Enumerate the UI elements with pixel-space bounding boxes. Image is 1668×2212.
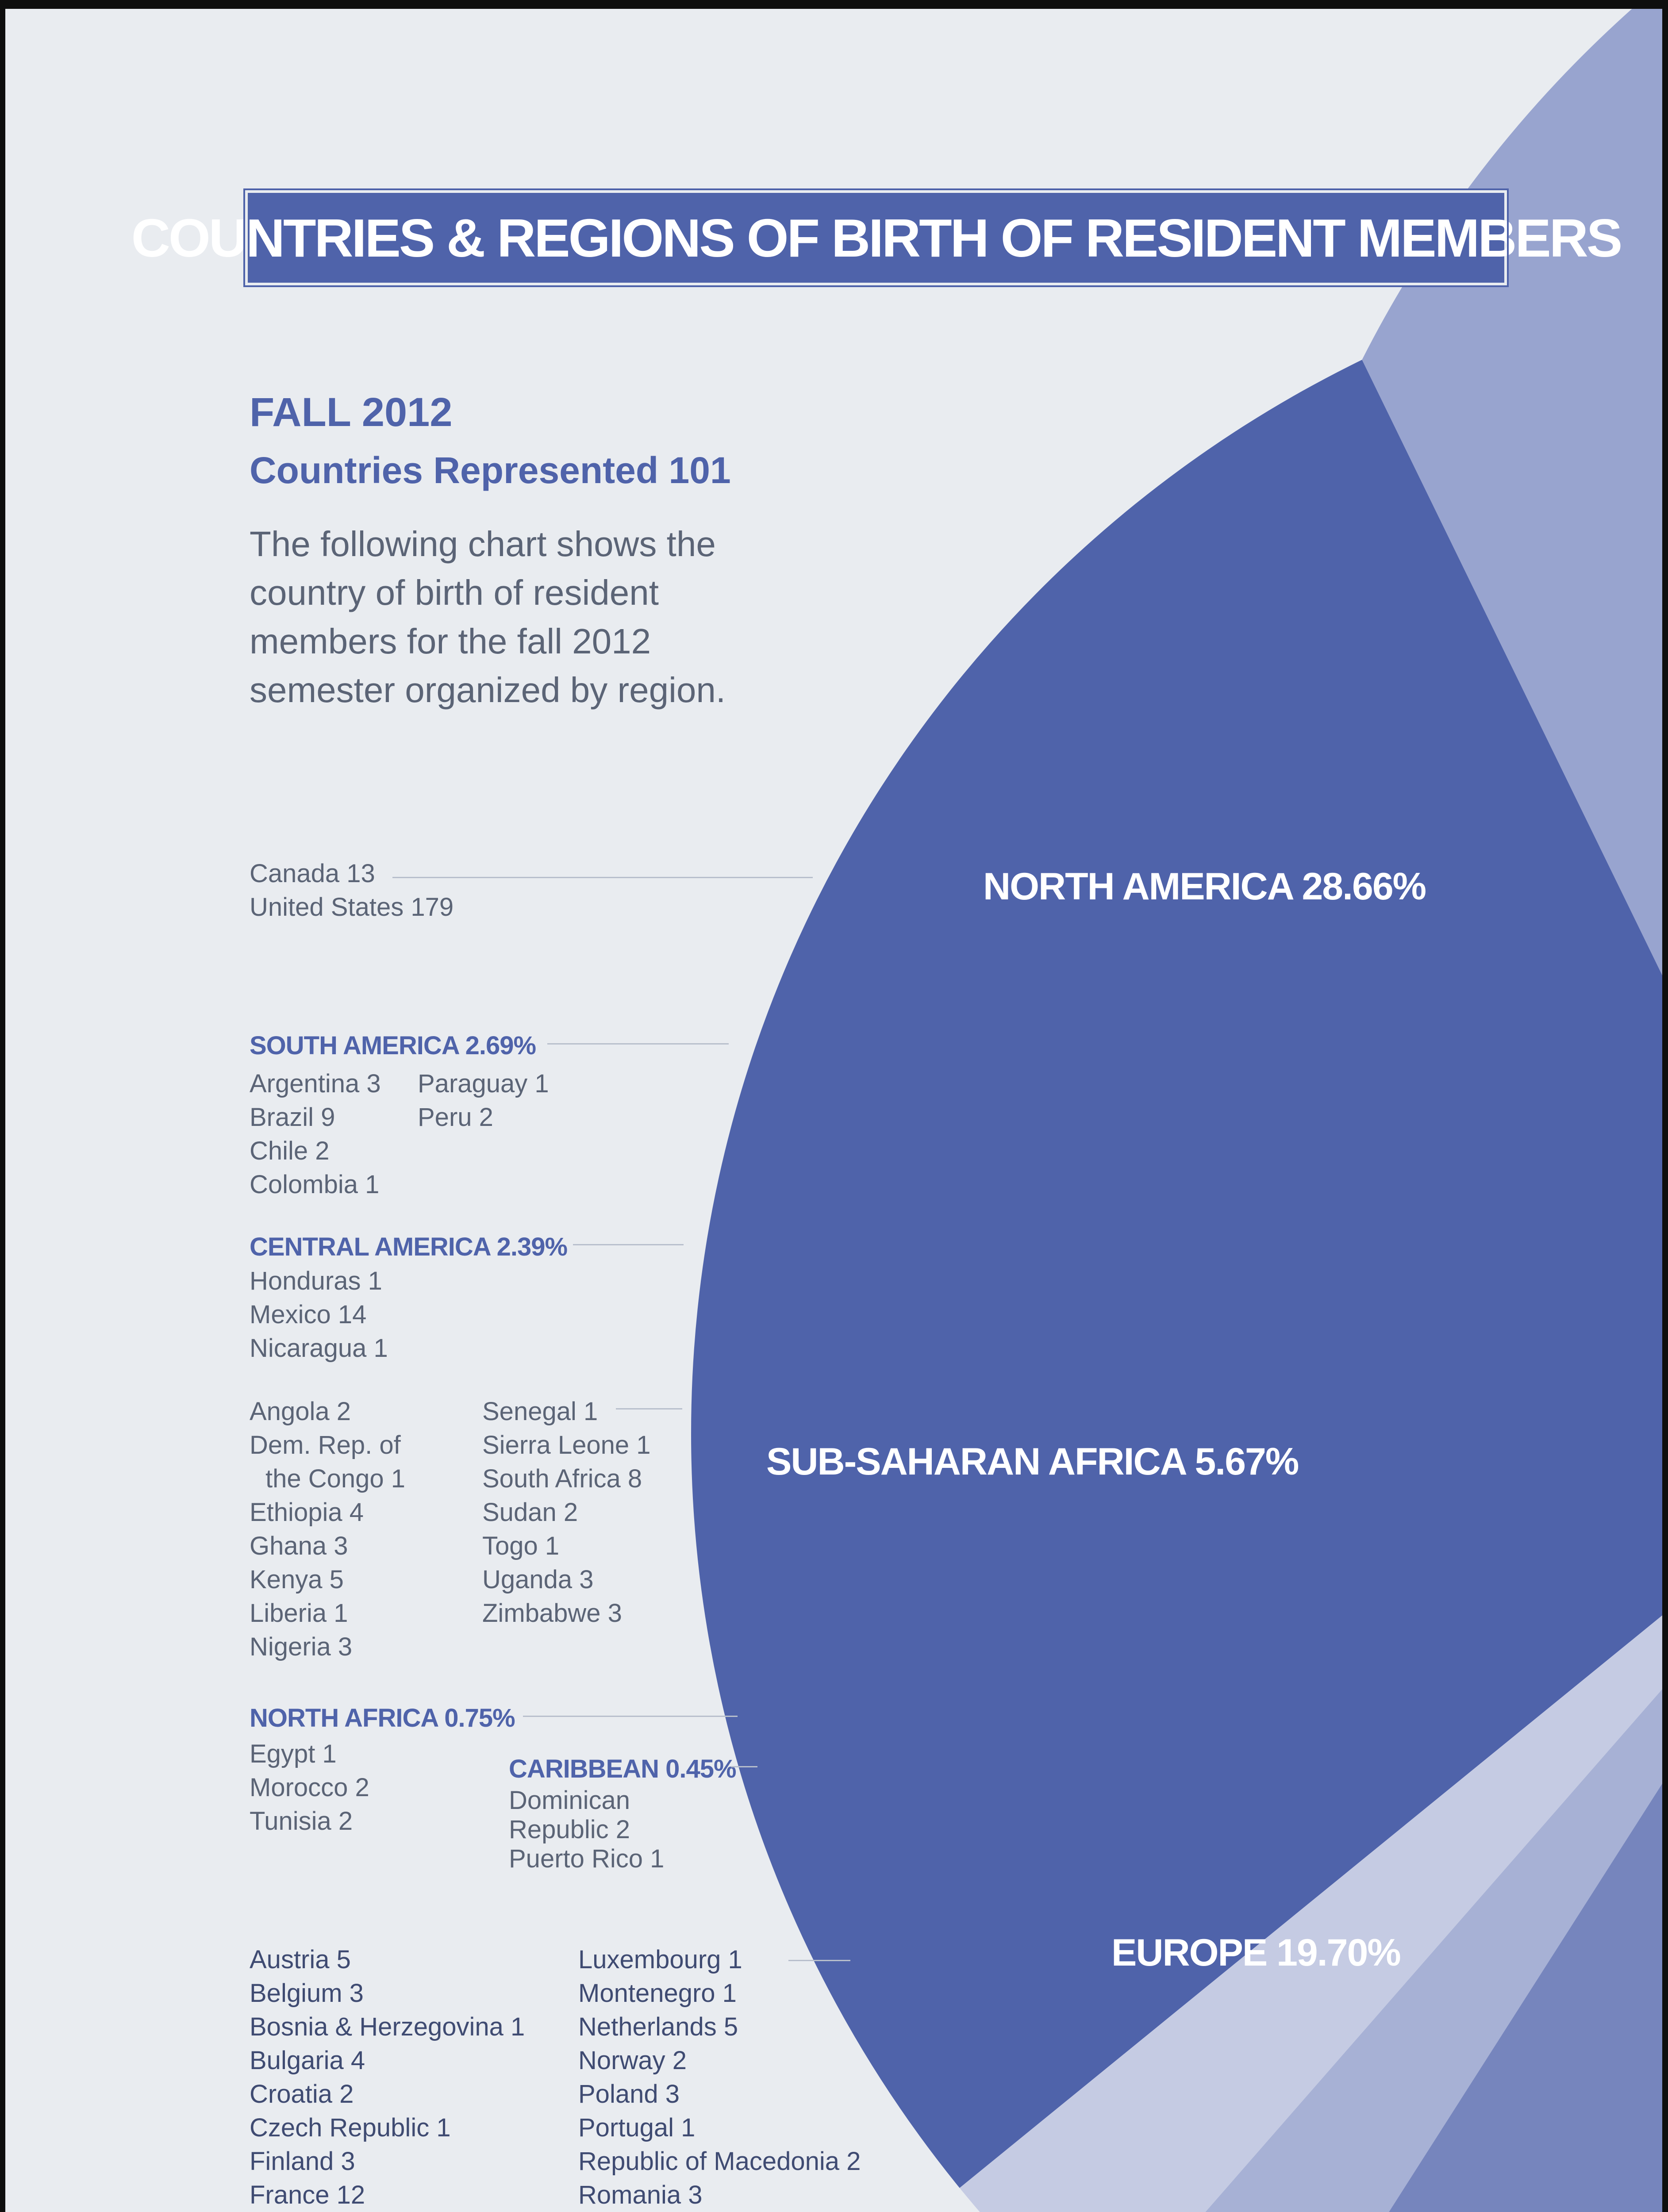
list-item: Liberia 1 — [250, 1599, 348, 1628]
list-item: Brazil 9 — [250, 1103, 335, 1132]
list-item: Uganda 3 — [482, 1565, 594, 1594]
central-america-leader-line — [573, 1244, 684, 1245]
list-item: Bosnia & Herzegovina 1 — [250, 2012, 525, 2041]
list-item: Egypt 1 — [250, 1740, 337, 1768]
list-item: Tunisia 2 — [250, 1807, 353, 1836]
north-america-leader-line — [392, 877, 813, 878]
list-item: the Congo 1 — [265, 1464, 406, 1493]
list-item: Togo 1 — [482, 1532, 560, 1560]
page — [5, 9, 1662, 2212]
list-item: Canada 13 — [250, 859, 375, 888]
list-item: Angola 2 — [250, 1397, 351, 1426]
list-item: Ethiopia 4 — [250, 1498, 364, 1527]
caribbean-countries — [509, 1786, 664, 1878]
list-item: Ghana 3 — [250, 1532, 348, 1560]
caribbean-heading: CARIBBEAN 0.45% — [509, 1755, 736, 1783]
list-item: Morocco 2 — [250, 1773, 369, 1802]
central-america-heading: CENTRAL AMERICA 2.39% — [250, 1233, 568, 1261]
north-africa-leader-line — [523, 1716, 738, 1717]
list-item: Romania 3 — [578, 2181, 703, 2209]
central-america-countries — [250, 1264, 388, 1365]
list-item: Portugal 1 — [578, 2113, 696, 2142]
list-item: Paraguay 1 — [418, 1069, 549, 1098]
list-item: Montenegro 1 — [578, 1979, 737, 2008]
list-item: Chile 2 — [250, 1137, 330, 1165]
list-item: Croatia 2 — [250, 2080, 354, 2108]
list-item: Norway 2 — [578, 2046, 687, 2075]
list-item: Czech Republic 1 — [250, 2113, 451, 2142]
intro-text: The following chart shows the country of birth of resident members for the fall 2012 semester organized by region. — [250, 524, 726, 710]
list-item: Netherlands 5 — [578, 2012, 738, 2041]
north-america-countries — [250, 857, 454, 924]
europe-col1 — [250, 1943, 525, 2212]
caribbean-leader-line — [731, 1766, 757, 1767]
list-item: Luxembourg 1 — [578, 1945, 742, 1974]
list-item: Nicaragua 1 — [250, 1334, 388, 1363]
list-item: South Africa 8 — [482, 1464, 642, 1493]
list-item: Puerto Rico 1 — [509, 1844, 665, 1873]
europe-col2 — [578, 1943, 861, 2212]
list-item: Republic 2 — [509, 1815, 630, 1844]
list-item: Kenya 5 — [250, 1565, 344, 1594]
europe-leader-line — [788, 1960, 850, 1961]
page-title: COUNTRIES & REGIONS OF BIRTH OF RESIDENT MEMBERS — [131, 207, 1621, 268]
list-item: Nigeria 3 — [250, 1632, 353, 1661]
north-america-slice-label: NORTH AMERICA 28.66% — [983, 865, 1426, 908]
list-item: Argentina 3 — [250, 1069, 381, 1098]
list-item: Bulgaria 4 — [250, 2046, 365, 2075]
south-america-col2 — [418, 1067, 549, 1134]
europe-slice-label: EUROPE 19.70% — [1111, 1932, 1400, 1974]
list-item: France 12 — [250, 2181, 365, 2209]
list-item: Senegal 1 — [482, 1397, 598, 1426]
list-item: Poland 3 — [578, 2080, 680, 2108]
list-item: United States 179 — [250, 893, 454, 922]
south-america-col1 — [250, 1067, 381, 1202]
title-banner — [131, 190, 1621, 285]
sub-saharan-africa-col2 — [482, 1395, 650, 1630]
list-item: Finland 3 — [250, 2147, 355, 2176]
list-item: Peru 2 — [418, 1103, 493, 1132]
list-item: Sudan 2 — [482, 1498, 578, 1527]
south-america-leader-line — [547, 1043, 729, 1045]
sub-saharan-africa-col1 — [250, 1395, 405, 1664]
south-america-heading: SOUTH AMERICA 2.69% — [250, 1031, 536, 1060]
countries-represented-heading: Countries Represented 101 — [250, 449, 731, 491]
list-item: Austria 5 — [250, 1945, 351, 1974]
list-item: Belgium 3 — [250, 1979, 364, 2008]
north-africa-heading: NORTH AFRICA 0.75% — [250, 1704, 515, 1732]
sub-saharan-africa-leader-line — [616, 1408, 682, 1409]
list-item: Dominican — [509, 1786, 630, 1815]
list-item: Honduras 1 — [250, 1267, 382, 1295]
north-africa-countries — [250, 1737, 369, 1838]
list-item: Colombia 1 — [250, 1170, 380, 1199]
sub-saharan-africa-slice-label: SUB-SAHARAN AFRICA 5.67% — [766, 1440, 1299, 1483]
list-item: Mexico 14 — [250, 1300, 367, 1329]
semester-heading: FALL 2012 — [250, 390, 453, 435]
list-item: Dem. Rep. of — [250, 1431, 401, 1459]
list-item: Sierra Leone 1 — [482, 1431, 651, 1459]
list-item: Republic of Macedonia 2 — [578, 2147, 861, 2176]
list-item: Zimbabwe 3 — [482, 1599, 622, 1628]
